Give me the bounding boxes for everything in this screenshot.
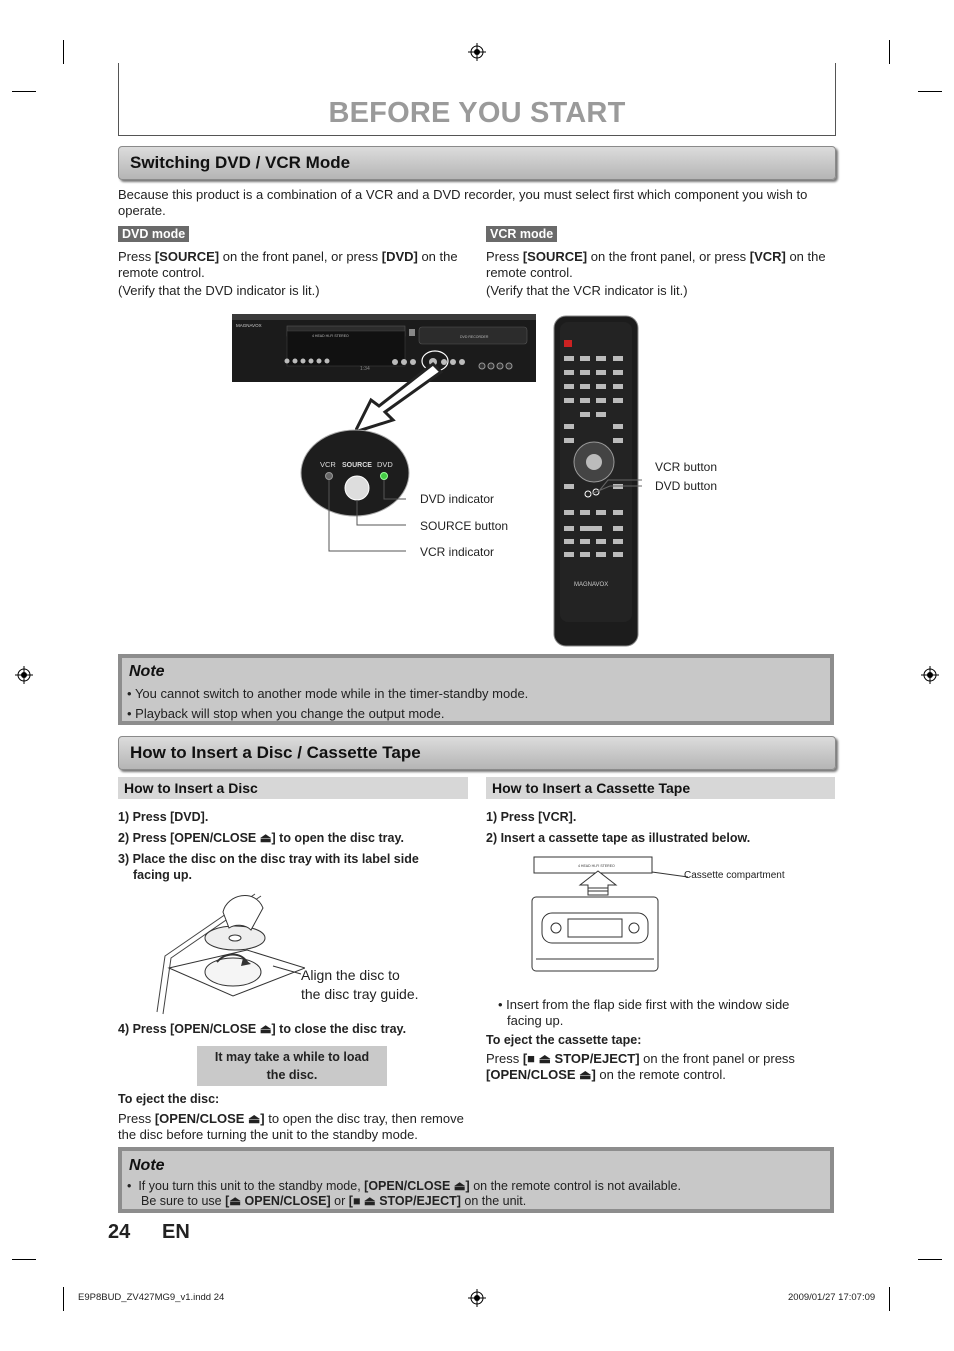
- page-title: BEFORE YOU START: [328, 97, 626, 129]
- panel-vcr-label: VCR: [320, 460, 336, 469]
- vcr-mode-text: Press [SOURCE] on the front panel, or press [VCR] on the remote control. (Verify that the VCR indicator is lit.): [486, 249, 826, 298]
- registration-mark-icon: [921, 666, 939, 684]
- note-box: [118, 1147, 834, 1213]
- section-header-insert: [118, 736, 836, 770]
- page-number: 24: [108, 1221, 131, 1243]
- note-title: Note: [129, 1157, 165, 1174]
- cassette-slot-label: 4 HEAD HI-FI STEREO: [578, 864, 615, 868]
- crop-mark: [12, 91, 36, 92]
- vcr-indicator-callout: VCR indicator: [420, 545, 495, 559]
- cassette-illustration: [528, 855, 688, 975]
- device-brand: MAGNAVOX: [236, 323, 262, 328]
- dvd-mode-tag: DVD mode: [118, 226, 189, 242]
- eject-tape-text: Press [■ ⏏ STOP/EJECT] on the front panel or press [OPEN/CLOSE ⏏] on the remote control.: [486, 1051, 795, 1082]
- load-time-tip: It may take a while to load the disc.: [197, 1046, 387, 1086]
- disc-step-4: 4) Press [OPEN/CLOSE ⏏] to close the disc tray.: [118, 1022, 407, 1036]
- vcr-mode-tag: VCR mode: [486, 226, 557, 242]
- registration-mark-icon: [468, 43, 486, 61]
- subheader-tape: How to Insert a Cassette Tape: [486, 777, 835, 799]
- vcr-button-callout: VCR button: [655, 460, 718, 474]
- crop-mark: [63, 40, 64, 64]
- tape-step-1: 1) Press [VCR].: [486, 810, 577, 824]
- crop-mark: [918, 1259, 942, 1260]
- remote-control-illustration: [550, 314, 642, 648]
- disc-tray-illustration: [155, 888, 305, 1016]
- intro-text: Because this product is a combination of a VCR and a DVD recorder, you must select first which component you wish to operate.: [118, 187, 808, 218]
- crop-mark: [918, 91, 942, 92]
- tape-step-2: 2) Insert a cassette tape as illustrated below.: [486, 831, 751, 845]
- dvd-indicator-callout: DVD indicator: [420, 492, 495, 506]
- panel-source-label: SOURCE: [342, 462, 372, 469]
- vcr-deck-label: 4 HEAD HI-FI STEREO: [312, 334, 349, 338]
- dvd-mode-text: Press [SOURCE] on the front panel, or press [DVD] on the remote control. (Verify that the DVD indicator is lit.): [118, 249, 458, 298]
- crop-mark: [63, 1287, 64, 1311]
- crop-mark: [889, 1287, 890, 1311]
- dvd-button-callout: DVD button: [655, 479, 718, 493]
- language-code: EN: [162, 1221, 190, 1243]
- crop-mark: [889, 40, 890, 64]
- source-panel-zoom: [300, 425, 420, 570]
- note-item: • Playback will stop when you change the output mode.: [127, 706, 445, 721]
- footer-timestamp: 2009/01/27 17:07:09: [788, 1292, 876, 1303]
- note-box: [118, 654, 834, 725]
- title-box: [118, 63, 836, 136]
- cassette-compartment-callout: Cassette compartment: [684, 870, 785, 881]
- section-title: How to Insert a Disc / Cassette Tape: [130, 743, 421, 762]
- note-item: • If you turn this unit to the standby mode, [OPEN/CLOSE ⏏] on the remote control is not available. Be sure to use [⏏ OPEN/CLOSE] or [■ ⏏ STOP/EJECT] on the unit.: [127, 1179, 681, 1208]
- align-disc-callout: Align the disc to the disc tray guide.: [301, 967, 419, 1002]
- panel-dvd-label: DVD: [377, 460, 393, 469]
- footer-file: E9P8BUD_ZV427MG9_v1.indd 24: [78, 1292, 225, 1303]
- disc-step-3: 3) Place the disc on the disc tray with its label side: [118, 852, 419, 866]
- tape-bullet: • Insert from the flap side first with the window side facing up.: [498, 997, 790, 1028]
- eject-disc-title: To eject the disc:: [118, 1092, 220, 1106]
- section-header-switching: [118, 146, 836, 180]
- remote-brand: MAGNAVOX: [574, 582, 609, 588]
- eject-disc-text: Press [OPEN/CLOSE ⏏] to open the disc tray, then remove the disc before turning the unit to the standby mode.: [118, 1111, 464, 1142]
- section-title: Switching DVD / VCR Mode: [130, 153, 351, 172]
- note-item: • You cannot switch to another mode while in the timer-standby mode.: [127, 686, 529, 701]
- dvd-deck-label: DVD RECORDER: [460, 335, 489, 339]
- subheader-disc: How to Insert a Disc: [118, 777, 468, 799]
- note-title: Note: [129, 663, 165, 680]
- source-button-callout: SOURCE button: [420, 519, 509, 533]
- disc-step-1: 1) Press [DVD].: [118, 810, 209, 824]
- registration-mark-icon: [468, 1289, 486, 1307]
- eject-tape-title: To eject the cassette tape:: [486, 1033, 642, 1047]
- registration-mark-icon: [15, 666, 33, 684]
- disc-step-2: 2) Press [OPEN/CLOSE ⏏] to open the disc tray.: [118, 831, 404, 845]
- device-display: 1:34: [360, 366, 370, 372]
- crop-mark: [12, 1259, 36, 1260]
- disc-step-3-cont: facing up.: [133, 868, 193, 882]
